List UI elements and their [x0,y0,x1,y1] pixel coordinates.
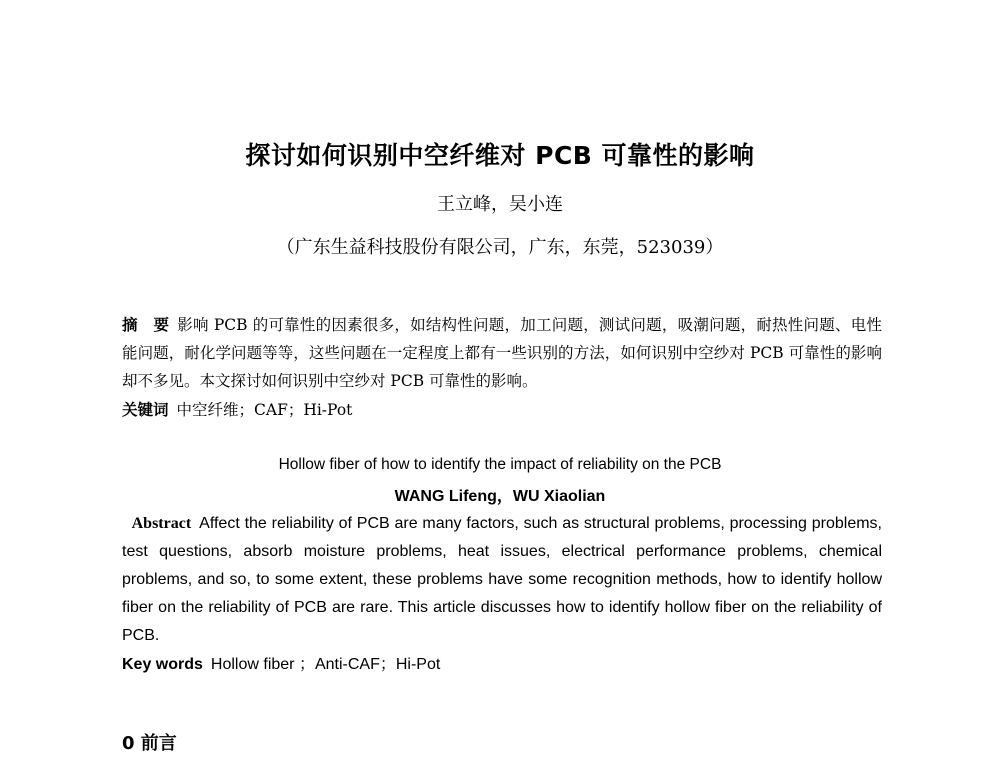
paper-title-english: Hollow fiber of how to identify the impact of reliability on the PCB [278,456,722,473]
abstract-chinese-label: 摘 要 [122,316,170,334]
keywords-chinese-label: 关键词 [122,401,169,419]
abstract-chinese-text: 影响 PCB 的可靠性的因素很多，如结构性问题，加工问题，测试问题，吸潮问题，耐热性问题、电性能问题，耐化学问题等等，这些问题在一定程度上都有一些识别的方法，如何识别中空纱对 PCB 可靠性的影响却不多见。本文探讨如何识别中空纱对 PCB 可靠性的影响。 [122,316,882,390]
abstract-english-label: Abstract [131,515,192,532]
keywords-english-text: Hollow fiber ；Anti-CAF；Hi-Pot [210,656,441,673]
authors-chinese: 王立峰，吴小连 [437,194,563,215]
authors-english: WANG Lifeng，WU Xiaolian [394,488,606,505]
abstract-english-text: Affect the reliability of PCB are many factors, such as structural problems, processing problems, test questions, absorb moisture problems, heat issues, electrical performance problems, chemical problems, and so, to some extent, these problems have some recognition methods, how to identify hollow fiber on the reliability of PCB are rare. This article discusses how to identify hollow fiber on the reliability of PCB. [122,515,882,644]
affiliation-chinese: （广东生益科技股份有限公司，广东，东莞，523039） [276,237,724,258]
keywords-english-label: Key words [122,656,203,673]
keywords-chinese-text: 中空纤维；CAF；Hi-Pot [176,401,353,419]
abstract-chinese [122,311,882,395]
abstract-english [122,510,882,650]
keywords-english [122,651,440,674]
section-heading: 0 前言 [122,733,177,754]
keywords-chinese [122,398,352,420]
paper-title: 探讨如何识别中空纤维对 PCB 可靠性的影响 [245,141,755,170]
